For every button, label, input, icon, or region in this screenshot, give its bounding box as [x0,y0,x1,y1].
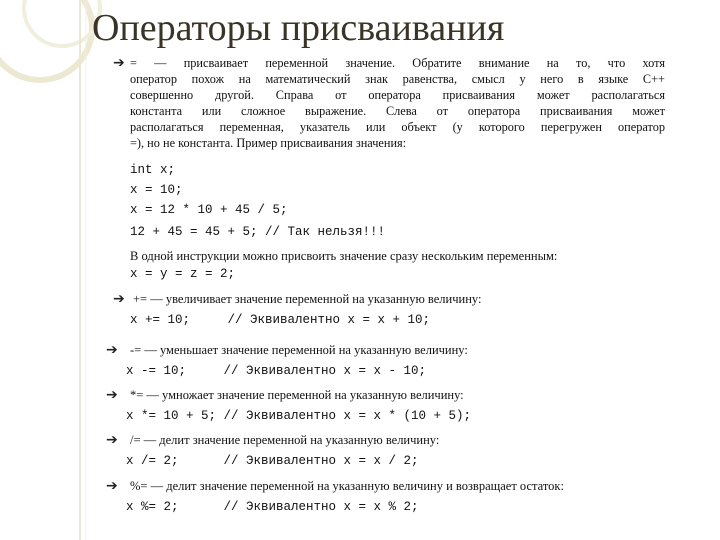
note-text: В одной инструкции можно присвоить значение сразу нескольким переменным: [130,249,558,263]
operator-code: x += 10; // Эквивалентно x = x + 10; [130,313,431,327]
operator-description: *= — умножает значение переменной на указанную величину: [130,388,464,402]
arrow-bullet-icon: ➔ [113,291,125,307]
arrow-bullet-icon: ➔ [106,478,118,494]
code-line: 12 + 45 = 45 + 5; // Так нельзя!!! [130,225,386,239]
intro-line: оператор похож на математический знак равенства, смысл у него в языке С++ [130,72,665,86]
intro-line: константа или сложное выражение. Слева от оператора присваивания может [130,104,665,118]
operator-description: %= — делит значение переменной на указанную величину и возвращает остаток: [130,479,564,493]
operator-description: -= — уменьшает значение переменной на указанную величину: [130,343,468,357]
code-line: x = 12 * 10 + 45 / 5; [130,203,288,217]
intro-line: = — присваивает переменной значение. Обратите внимание на то, что хотя [130,56,665,70]
operator-code: x /= 2; // Эквивалентно x = x / 2; [126,454,419,468]
slide-title: Операторы присваивания [92,7,505,49]
operator-description: += — увеличивает значение переменной на указанную величину: [133,292,482,306]
arrow-bullet-icon: ➔ [106,432,118,448]
intro-line: совершенно другой. Справа от оператора присваивания может располагаться [130,88,665,102]
intro-paragraph [130,55,665,151]
arrow-bullet-icon: ➔ [113,55,125,71]
code-line: int x; [130,163,176,177]
operator-description: /= — делит значение переменной на указанную величину: [130,433,440,447]
arrow-bullet-icon: ➔ [106,387,118,403]
intro-line: =), но не константа. Пример присваивания значения: [130,136,407,150]
arrow-bullet-icon: ➔ [106,342,118,358]
operator-code: x *= 10 + 5; // Эквивалентно x = x * (10 + 5); [126,409,472,423]
code-line: x = 10; [130,183,183,197]
code-line: x = y = z = 2; [130,267,236,281]
intro-line: располагаться переменная, указатель или объект (у которого перегружен оператор [130,120,665,134]
operator-code: x %= 2; // Эквивалентно x = x % 2; [126,500,419,514]
operator-code: x -= 10; // Эквивалентно x = x - 10; [126,364,427,378]
